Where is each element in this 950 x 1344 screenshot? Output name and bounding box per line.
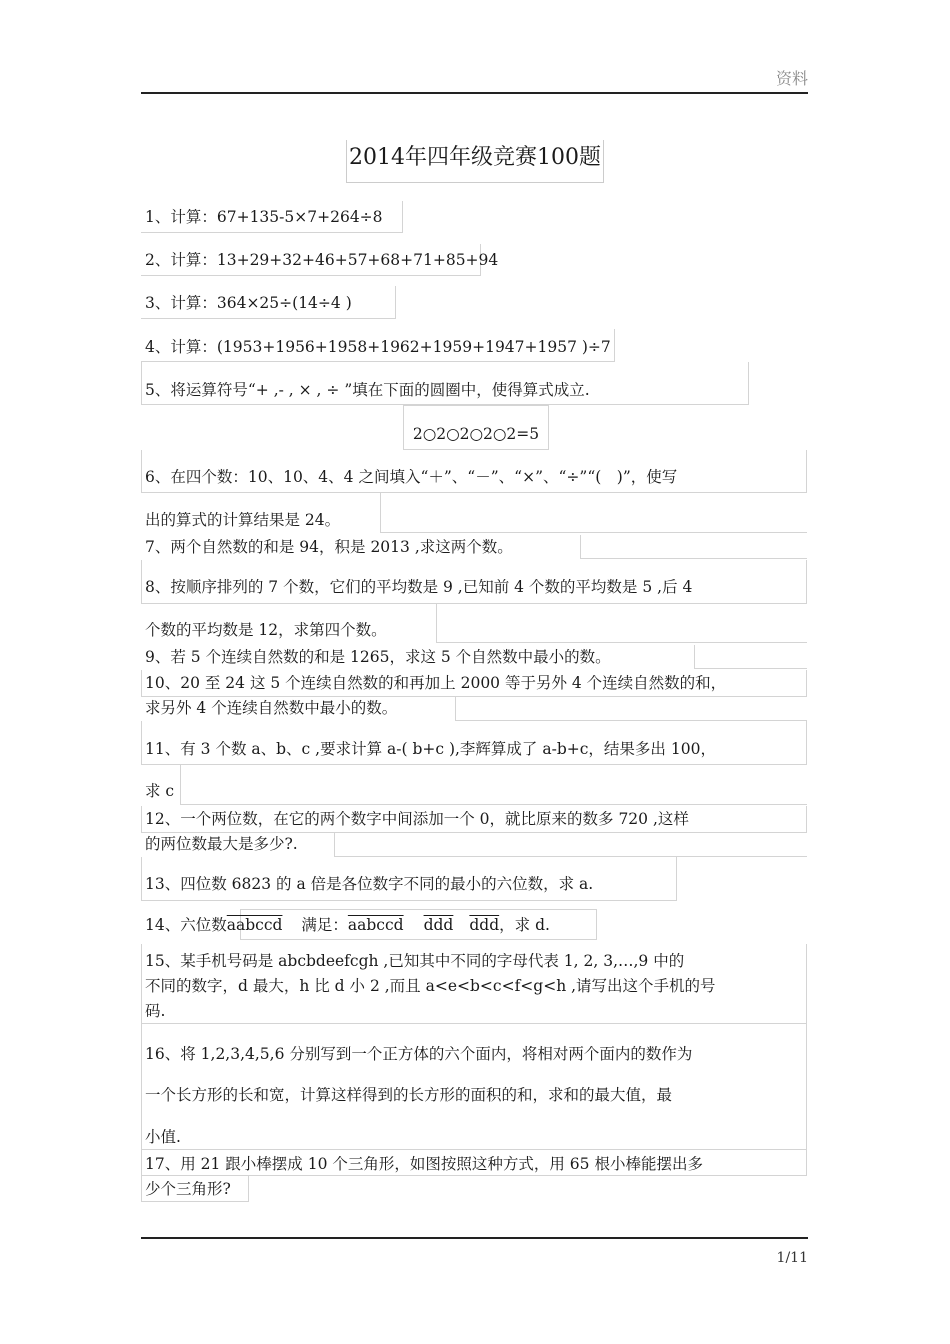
question-5: 5、将运算符号“+ ,- , × , ÷ ”填在下面的圆圈中，使得算式成立.	[145, 381, 590, 399]
question-6-line-1: 6、在四个数：10、10、4、4 之间填入“＋”、“－”、“×”、“÷”“( )”，使写	[145, 468, 678, 486]
question-8-line-1: 8、按顺序排列的 7 个数，它们的平均数是 9 ,已知前 4 个数的平均数是 5 ,后 4	[145, 578, 693, 596]
header-label: 资料	[775, 69, 808, 88]
q10-box2	[455, 697, 807, 721]
question-5-equation: 2○2○2○2○2=5	[412, 425, 540, 443]
question-13: 13、四位数 6823 的 a 倍是各位数字不同的最小的六位数，求 a.	[145, 875, 594, 893]
question-12-line-1: 12、一个两位数，在它的两个数字中间添加一个 0，就比原来的数多 720 ,这样	[145, 810, 689, 828]
question-11-line-1: 11、有 3 个数 a、b、c ,要求计算 a-( b+c ),李辉算成了 a-b+c，结果多出 100，	[145, 740, 716, 758]
question-14-satisfies: 满足：	[296, 916, 348, 934]
question-14-expr-3: $\overline{ddd}$	[469, 916, 500, 934]
question-14-number: aabccd	[226, 916, 283, 934]
q9-box	[694, 645, 807, 669]
question-14-suffix: ，求 d.	[499, 916, 550, 934]
question-8-line-2: 个数的平均数是 12，求第四个数。	[145, 621, 387, 639]
header-rule	[141, 92, 808, 94]
question-10-line-2: 求另外 4 个连续自然数中最小的数。	[145, 699, 398, 717]
question-6-line-2: 出的算式的计算结果是 24。	[145, 511, 341, 529]
question-17-line-2: 少个三角形?	[145, 1180, 231, 1198]
question-15-line-2: 不同的数字，d 最大，h 比 d 小 2 ,而且 a<e<b<c<f<g<h ,请写出这个手机的号	[145, 977, 716, 995]
question-2: 2、计算：13+29+32+46+57+68+71+85+94	[145, 251, 499, 269]
q7-box	[580, 535, 807, 559]
footer-rule	[141, 1237, 808, 1239]
question-14-expr-1: aabccd	[347, 916, 404, 934]
question-9: 9、若 5 个连续自然数的和是 1265，求这 5 个自然数中最小的数。	[145, 648, 611, 666]
question-16-line-3: 小值.	[145, 1128, 181, 1146]
question-15-line-1: 15、某手机号码是 abcbdeefcgh ,已知其中不同的字母代表 1, 2, 3,…,9 中的	[145, 952, 685, 970]
question-4: 4、计算：(1953+1956+1958+1962+1959+1947+1957 )÷7	[145, 338, 611, 356]
question-16-line-2: 一个长方形的长和宽，计算这样得到的长方形的面积的和，求和的最大值，最	[145, 1086, 673, 1104]
question-15-line-3: 码.	[145, 1002, 166, 1020]
q12-box2	[334, 833, 807, 857]
q11-box2	[180, 765, 807, 805]
question-1: 1、计算：67+135-5×7+264÷8	[145, 208, 383, 226]
q6-box2	[380, 493, 807, 533]
question-14	[145, 913, 550, 938]
question-16-line-1: 16、将 1,2,3,4,5,6 分别写到一个正方体的六个面内，将相对两个面内的数作为	[145, 1045, 693, 1063]
question-11-line-2: 求 c	[145, 782, 175, 800]
question-14-expr-2: $\overline{ddd}$	[423, 916, 454, 934]
question-12-line-2: 的两位数最大是多少?.	[145, 835, 298, 853]
question-14-prefix: 14、六位数	[145, 916, 227, 934]
question-10-line-1: 10、20 至 24 这 5 个连续自然数的和再加上 2000 等于另外 4 个连续自然数的和，	[145, 674, 727, 692]
question-17-line-1: 17、用 21 跟小棒摆成 10 个三角形，如图按照这种方式，用 65 根小棒能摆出多	[145, 1155, 703, 1173]
question-7: 7、两个自然数的和是 94，积是 2013 ,求这两个数。	[145, 538, 513, 556]
page-title: 2014年四年级竞赛100题	[346, 140, 604, 183]
question-3: 3、计算：364×25÷(14÷4 )	[145, 294, 352, 312]
page-number: 1/11	[776, 1250, 808, 1266]
q8-box2	[436, 604, 807, 643]
